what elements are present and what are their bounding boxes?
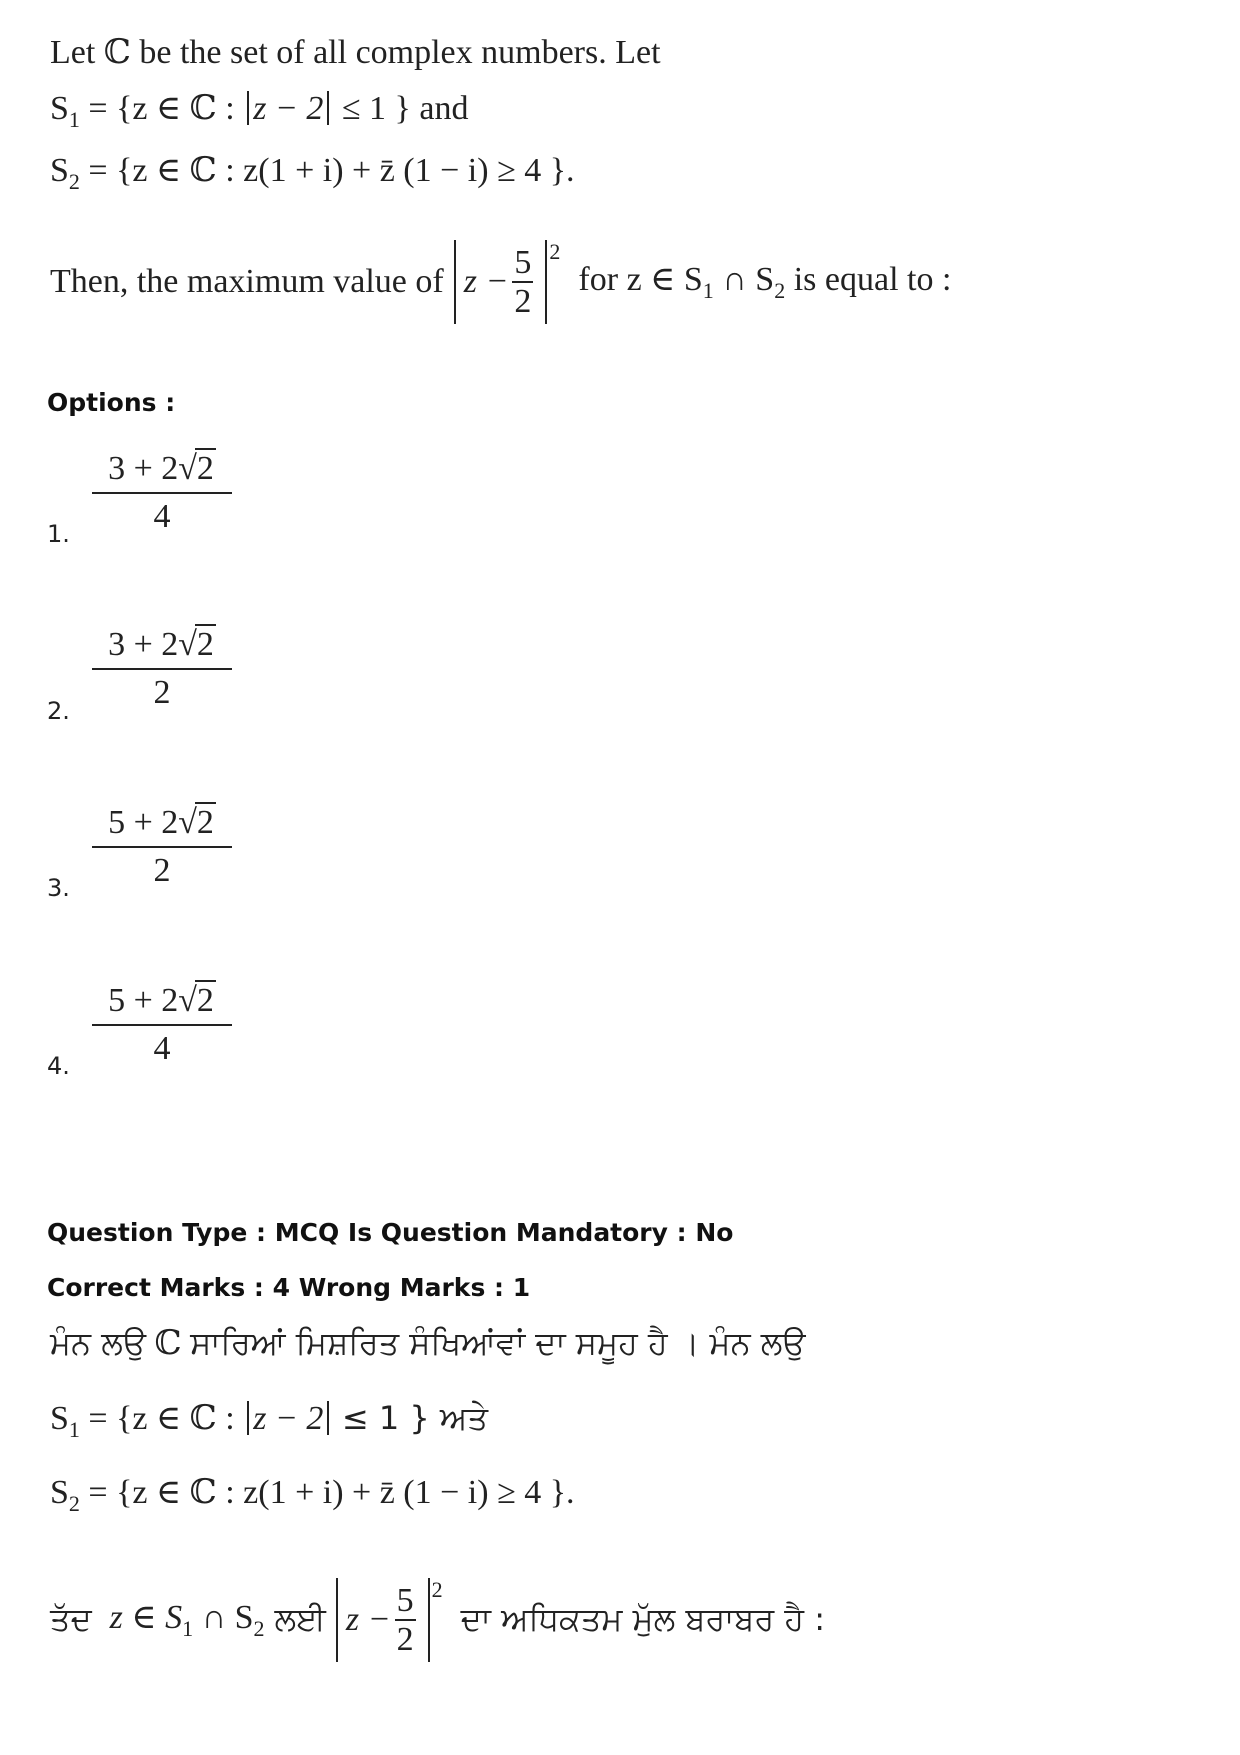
option-2-number: 2. xyxy=(47,697,70,725)
option-1-numerator-text: 3 + 2 xyxy=(108,450,179,487)
pa-s1-set-close: ≤ 1 } ਅਤੇ xyxy=(341,1399,488,1437)
option-4-numerator: 5 + 2√2 xyxy=(92,980,232,1026)
option-3-numerator: 5 + 2√2 xyxy=(92,802,232,848)
set-s2-definition xyxy=(50,152,575,194)
set-s1-definition xyxy=(50,90,468,132)
option-1-number: 1. xyxy=(47,520,70,548)
option-4-number: 4. xyxy=(47,1052,70,1080)
then-suffix-part1: for z ∈ S xyxy=(578,260,703,298)
option-1-denominator: 4 xyxy=(153,498,171,535)
then-suffix xyxy=(578,261,951,303)
s1-set-close: ≤ 1 } and xyxy=(341,90,469,127)
pa-for-word: ਲਈ xyxy=(274,1600,326,1639)
s2-symbol: S xyxy=(50,152,69,189)
question-then-line xyxy=(50,240,951,324)
option-4-fraction[interactable] xyxy=(92,980,232,1068)
s2-subscript: 2 xyxy=(68,169,80,194)
punjabi-set-s2 xyxy=(50,1474,575,1516)
option-3-number: 3. xyxy=(47,874,70,902)
s2-set-expression: = {z ∈ ℂ : z(1 + i) + z̄ (1 − i) ≥ 4 }. xyxy=(88,152,575,189)
question-line-1 xyxy=(50,34,661,71)
option-3-fraction[interactable] xyxy=(92,802,232,890)
option-4-denominator: 4 xyxy=(153,1030,171,1067)
punjabi-complex-symbol: ℂ xyxy=(154,1325,182,1362)
then-suffix-sub1: 1 xyxy=(702,277,714,303)
pa-s2-subscript: 2 xyxy=(68,1491,80,1516)
pa-abs-bar-right xyxy=(327,1401,329,1435)
option-1-numerator: 3 + 2√2 xyxy=(92,448,232,494)
pa-membership-part1: z ∈ S xyxy=(109,1598,183,1636)
marks-line: Correct Marks : 4 Wrong Marks : 1 xyxy=(47,1273,531,1302)
pa-frac-denominator: 2 xyxy=(396,1621,414,1658)
pa-five-halves-frac xyxy=(395,1582,416,1659)
option-2-fraction[interactable] xyxy=(92,624,232,712)
then-prefix-text: Then, the maximum value of xyxy=(50,263,444,301)
abs-bar-right xyxy=(327,91,329,125)
frac-numerator: 5 xyxy=(512,244,533,283)
pa-abs-bar-left xyxy=(247,1401,249,1435)
question-intro-text: Let ℂ be the set of all complex numbers. Let xyxy=(50,34,661,71)
punjabi-line-1 xyxy=(50,1325,806,1362)
abs-z-minus-frac xyxy=(454,240,561,324)
punjabi-intro-b: ਸਾਰਿਆਂ ਮਿਸ਼ਰਿਤ ਸੰਖਿਆਂਵਾਂ ਦਾ ਸਮੂਹ ਹੈ । ਮੰਨ ਲਉ xyxy=(190,1324,806,1362)
pa-s2-set-expression: = {z ∈ ℂ : z(1 + i) + z̄ (1 − i) ≥ 4 }. xyxy=(88,1474,575,1511)
pa-membership xyxy=(110,1599,265,1641)
then-suffix-part3: is equal to : xyxy=(785,260,952,298)
option-4-numerator-text: 5 + 2 xyxy=(108,982,179,1019)
pa-then-suffix: ਦਾ ਅਧਿਕਤਮ ਮੁੱਲ ਬਰਾਬਰ ਹੈ : xyxy=(460,1600,825,1639)
pa-membership-sub1: 1 xyxy=(182,1615,194,1641)
pa-s1-subscript: 1 xyxy=(68,1417,80,1442)
punjabi-then-line xyxy=(50,1578,825,1662)
frac-denominator: 2 xyxy=(514,283,532,320)
pa-s1-abs-expression: z − 2 xyxy=(253,1400,324,1437)
s1-set-open: = {z ∈ ℂ : xyxy=(88,90,235,127)
option-3-denominator: 2 xyxy=(153,852,171,889)
option-2-denominator: 2 xyxy=(153,674,171,711)
pa-abs-z-minus-frac xyxy=(336,1578,443,1662)
punjabi-set-s1 xyxy=(50,1400,488,1442)
pa-s1-symbol: S xyxy=(50,1400,69,1437)
pa-abs-z-text: z − xyxy=(345,1601,391,1639)
option-2-numerator: 3 + 2√2 xyxy=(92,624,232,670)
pa-membership-sub2: 2 xyxy=(253,1615,265,1641)
option-4-root: 2 xyxy=(196,982,214,1019)
pa-then-word: ਤੱਦ xyxy=(50,1600,92,1639)
five-halves-frac xyxy=(512,244,533,321)
option-1-root: 2 xyxy=(196,450,214,487)
option-1-fraction[interactable] xyxy=(92,448,232,536)
pa-power-exponent: 2 xyxy=(431,1577,443,1602)
then-suffix-part2: ∩ S xyxy=(713,260,775,298)
power-exponent: 2 xyxy=(549,239,561,264)
s1-subscript: 1 xyxy=(68,107,80,132)
s1-abs-expression: z − 2 xyxy=(253,90,324,127)
option-2-numerator-text: 3 + 2 xyxy=(108,626,179,663)
abs-bar-left xyxy=(247,91,249,125)
pa-s1-set-open: = {z ∈ ℂ : xyxy=(88,1400,235,1437)
option-3-root: 2 xyxy=(196,804,214,841)
punjabi-intro-a: ਮੰਨ ਲਉ xyxy=(50,1324,146,1362)
question-type-line: Question Type : MCQ Is Question Mandatory : No xyxy=(47,1218,734,1247)
pa-abs-expression xyxy=(336,1578,430,1662)
abs-expression xyxy=(454,240,548,324)
options-label: Options : xyxy=(47,388,176,417)
pa-membership-part2: ∩ S xyxy=(193,1598,254,1636)
abs-z-text: z − xyxy=(463,263,509,301)
pa-frac-numerator: 5 xyxy=(395,1582,416,1621)
option-2-root: 2 xyxy=(196,626,214,663)
then-suffix-sub2: 2 xyxy=(774,277,786,303)
pa-s2-symbol: S xyxy=(50,1474,69,1511)
option-3-numerator-text: 5 + 2 xyxy=(108,804,179,841)
s1-symbol: S xyxy=(50,90,69,127)
